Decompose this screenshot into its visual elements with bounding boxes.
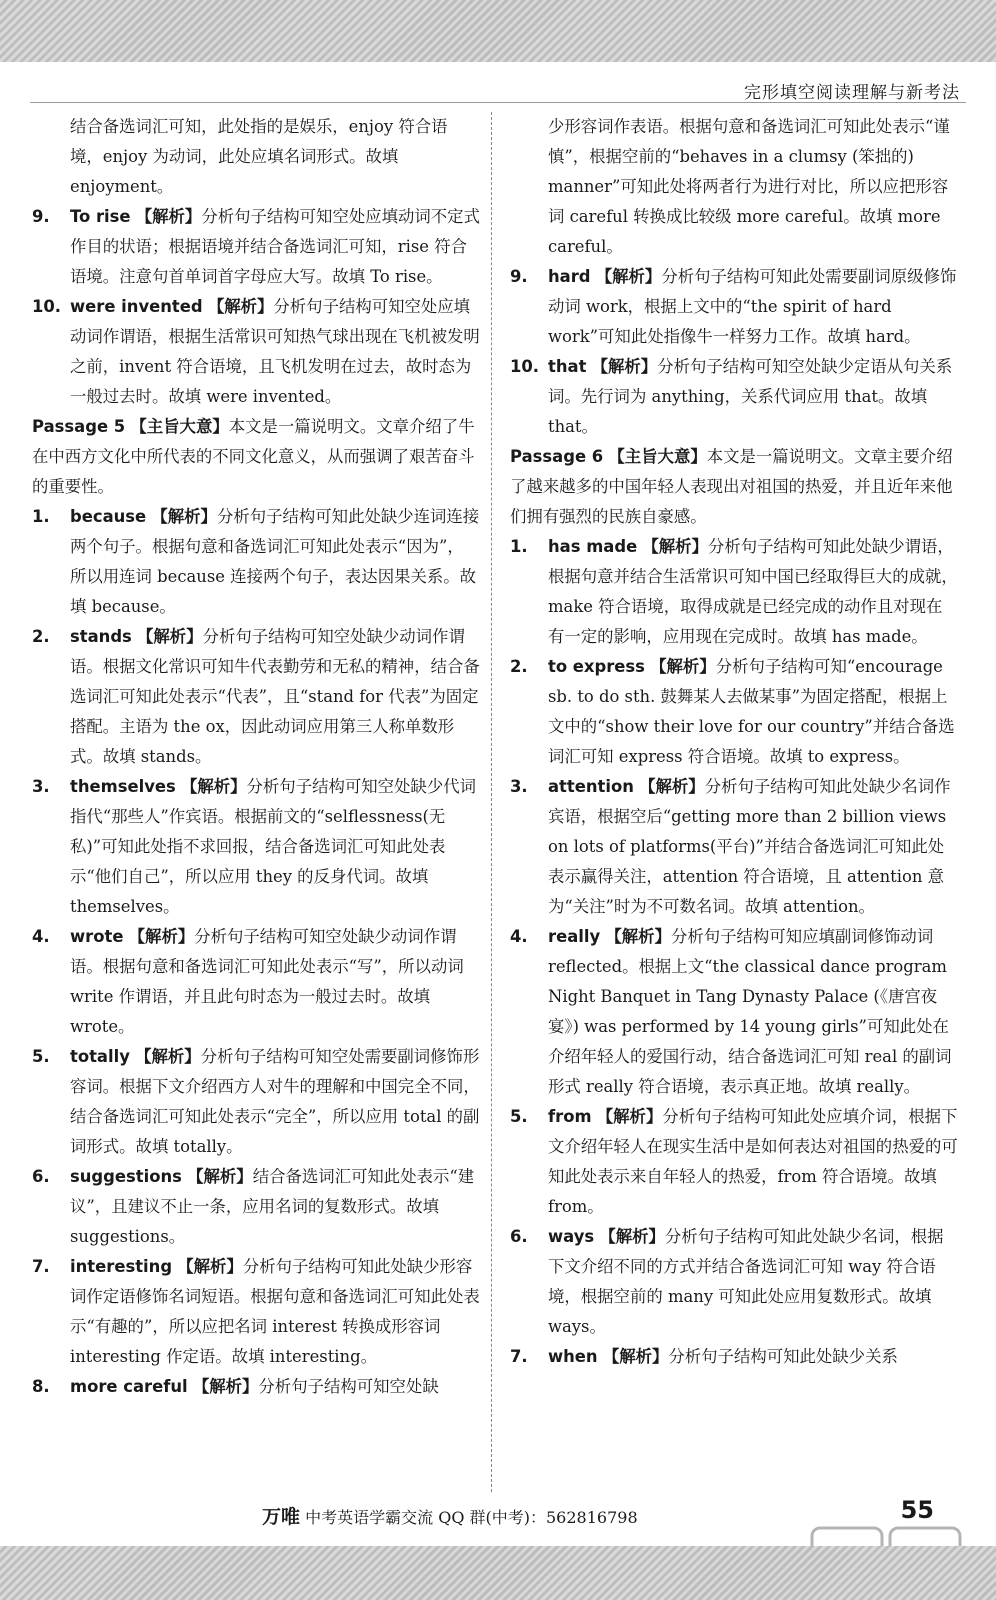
answer-item <box>32 1372 480 1402</box>
item-number: 4. <box>510 927 528 946</box>
answer-text: from <box>548 1107 592 1126</box>
analysis-text: 分析句子结构可知空处缺少代词指代“那些人”作宾语。根据前文的“selflessness(无私)”可知此处指不求回报，结合备选词汇可知此处表示“他们自己”，所以应用 they 的反身代词。故填 themselves。 <box>70 777 476 916</box>
answer-item <box>32 1162 480 1252</box>
answer-item <box>510 922 958 1102</box>
footer <box>262 1502 638 1529</box>
passage-title: Passage 5 <box>32 417 126 436</box>
analysis-text: 分析句子结构可知此处缺少关系 <box>668 1347 898 1366</box>
answer-item <box>510 1102 958 1222</box>
answer-text: that <box>548 357 587 376</box>
item-number: 8. <box>32 1377 50 1396</box>
analysis-tag: 【解析】 <box>595 267 662 286</box>
answer-text: To rise <box>70 207 131 226</box>
answer-item <box>32 202 480 292</box>
answer-text: because <box>70 507 147 526</box>
summary-tag: 【主旨大意】 <box>608 447 707 466</box>
item-number: 2. <box>32 627 50 646</box>
analysis-text: 分析句子结构可知应填副词修饰动词 reflected。根据上文“the classical dance program Night Banquet in Tang Dynasty Palace (《唐宫夜宴》) was performed by 14 young girls”可知此处在介绍年轻人的爱国行动，结合备选词汇可知 real 的副词形式 really 符合语境，表示真正地。故填 really。 <box>548 927 952 1096</box>
footer-brand: 万唯 <box>262 1506 301 1528</box>
item-number: 7. <box>510 1347 528 1366</box>
footer-text: 中考英语学霸交流 QQ 群(中考)：562816798 <box>305 1508 638 1527</box>
answer-text: totally <box>70 1047 130 1066</box>
answer-text: were invented <box>70 297 203 316</box>
answer-text: wrote <box>70 927 124 946</box>
answer-item <box>32 1042 480 1162</box>
analysis-tag: 【解析】 <box>128 927 195 946</box>
header-rule <box>30 102 966 103</box>
page-number: 55 <box>900 1496 934 1524</box>
answer-item <box>510 352 958 442</box>
top-decorative-band <box>0 0 996 62</box>
analysis-tag: 【解析】 <box>180 777 247 796</box>
analysis-tag: 【解析】 <box>642 537 708 556</box>
analysis-text: 分析句子结构可知此处缺少谓语，根据句意并结合生活常识可知中国已经取得巨大的成就，make 符合语境，取得成就是已经完成的动作且对现在有一定的影响，应用现在完成时。故填 has made。 <box>548 537 958 646</box>
analysis-tag: 【解析】 <box>192 1377 259 1396</box>
passage-title: Passage 6 <box>510 447 604 466</box>
analysis-tag: 【解析】 <box>605 927 671 946</box>
answer-text: themselves <box>70 777 176 796</box>
item-number: 1. <box>510 537 528 556</box>
column-divider <box>491 112 492 1492</box>
analysis-tag: 【解析】 <box>639 777 705 796</box>
analysis-text: 分析句子结构可知空处缺少动词作谓语。根据句意和备选词汇可知此处表示“写”，所以动词 write 作谓语，并且此句时态为一般过去时。故填 wrote。 <box>70 927 464 1036</box>
answer-item <box>32 292 480 412</box>
answer-item <box>510 532 958 652</box>
answer-item <box>32 622 480 772</box>
answer-text: to express <box>548 657 645 676</box>
analysis-text: 分析句子结构可知此处缺少形容词作定语修饰名词短语。根据句意和备选词汇可知此处表示“有趣的”，所以应把名词 interest 转换成形容词 interesting 作定语。故填 interesting。 <box>70 1257 480 1366</box>
answer-text: more careful <box>70 1377 188 1396</box>
analysis-tag: 【解析】 <box>187 1167 253 1186</box>
analysis-text: 结合备选词汇可知此处表示“建议”，且建议不止一条，应用名词的复数形式。故填 suggestions。 <box>70 1167 475 1246</box>
item-number: 9. <box>32 207 50 226</box>
answer-item <box>510 772 958 922</box>
answer-text: hard <box>548 267 591 286</box>
analysis-text: 分析句子结构可知此处应填介词，根据下文介绍年轻人在现实生活中是如何表达对祖国的热爱的可知此处表示来自年轻人的热爱，from 符合语境。故填 from。 <box>548 1107 958 1216</box>
analysis-tag: 【解析】 <box>650 657 716 676</box>
item-number: 5. <box>32 1047 50 1066</box>
item-number: 10. <box>510 357 540 376</box>
summary-text: 本文是一篇说明文。文章介绍了牛在中西方文化中所代表的不同文化意义，从而强调了艰苦奋斗的重要性。 <box>32 417 475 496</box>
answer-text: interesting <box>70 1257 173 1276</box>
answer-text: ways <box>548 1227 595 1246</box>
analysis-tag: 【解析】 <box>599 1227 665 1246</box>
analysis-text: 分析句子结构可知空处应填动词不定式作目的状语；根据语境并结合备选词汇可知，rise 符合语境。注意句首单词首字母应大写。故填 To rise。 <box>70 207 480 286</box>
answer-item <box>32 772 480 922</box>
analysis-text: 分析句子结构可知此处缺少名词，根据下文介绍不同的方式并结合备选词汇可知 way 符合语境，根据空前的 many 可知此处应用复数形式。故填 ways。 <box>548 1227 944 1336</box>
item-number: 6. <box>32 1167 50 1186</box>
passage-summary <box>510 442 958 532</box>
answer-item <box>32 502 480 622</box>
answer-item <box>32 1252 480 1372</box>
item-number: 10. <box>32 297 62 316</box>
answer-text: has made <box>548 537 638 556</box>
item-number: 7. <box>32 1257 50 1276</box>
summary-tag: 【主旨大意】 <box>130 417 229 436</box>
bottom-decorative-band <box>0 1546 996 1600</box>
analysis-text: 分析句子结构可知此处缺少名词作宾语，根据空后“getting more than 2 billion views on lots of platforms(平台)”并结合备选词汇可知此处表示赢得关注，attention 符合语境，且 attention 意为“关注”时为不可数名词。故填 attention。 <box>548 777 951 916</box>
answer-text: stands <box>70 627 132 646</box>
answer-text: when <box>548 1347 598 1366</box>
analysis-tag: 【解析】 <box>137 627 203 646</box>
analysis-text: 分析句子结构可知空处应填动词作谓语，根据生活常识可知热气球出现在飞机被发明之前，invent 符合语境，且飞机发明在过去，故时态为一般过去时。故填 were invented。 <box>70 297 480 406</box>
analysis-text: 分析句子结构可知空处需要副词修饰形容词。根据下文介绍西方人对牛的理解和中国完全不同，结合备选词汇可知此处表示“完全”，所以应用 total 的副词形式。故填 totally。 <box>70 1047 480 1156</box>
answer-item <box>32 922 480 1042</box>
analysis-tag: 【解析】 <box>602 1347 669 1366</box>
page-header-title: 完形填空阅读理解与新考法 <box>744 83 960 103</box>
answer-item <box>510 652 958 772</box>
item-number: 4. <box>32 927 50 946</box>
item-number: 6. <box>510 1227 528 1246</box>
answer-text: attention <box>548 777 634 796</box>
right-column <box>510 112 958 1372</box>
analysis-tag: 【解析】 <box>177 1257 243 1276</box>
analysis-text: 分析句子结构可知此处缺少连词连接两个句子。根据句意和备选词汇可知此处表示“因为”，所以用连词 because 连接两个句子，表达因果关系。故填 because。 <box>70 507 480 616</box>
summary-text: 本文是一篇说明文。文章主要介绍了越来越多的中国年轻人表现出对祖国的热爱，并且近年来他们拥有强烈的民族自豪感。 <box>510 447 953 526</box>
analysis-text: 分析句子结构可知空处缺 <box>258 1377 439 1396</box>
continued-text: 结合备选词汇可知，此处指的是娱乐，enjoy 符合语境，enjoy 为动词，此处应填名词形式。故填 enjoyment。 <box>70 117 448 196</box>
analysis-text: 分析句子结构可知空处缺少定语从句关系词。先行词为 anything，关系代词应用 that。故填 that。 <box>548 357 953 436</box>
answer-item <box>510 262 958 352</box>
analysis-tag: 【解析】 <box>207 297 274 316</box>
item-number: 2. <box>510 657 528 676</box>
answer-item <box>510 1222 958 1342</box>
item-number: 3. <box>510 777 528 796</box>
answer-text: really <box>548 927 601 946</box>
continued-text: 少形容词作表语。根据句意和备选词汇可知此处表示“谨慎”，根据空前的“behaves in a clumsy (笨拙的) manner”可知此处将两者行为进行对比，所以应把形容词 careful 转换成比较级 more careful。故填 more careful。 <box>548 117 950 256</box>
item-number: 3. <box>32 777 50 796</box>
item-number: 1. <box>32 507 50 526</box>
analysis-tag: 【解析】 <box>135 1047 201 1066</box>
analysis-tag: 【解析】 <box>151 507 217 526</box>
analysis-text: 分析句子结构可知“encourage sb. to do sth. 鼓舞某人去做某事”为固定搭配，根据上文中的“show their love for our country”并结合备选词汇可知 express 符合语境。故填 to express。 <box>548 657 955 766</box>
answer-text: suggestions <box>70 1167 182 1186</box>
analysis-tag: 【解析】 <box>135 207 202 226</box>
analysis-text: 分析句子结构可知此处需要副词原级修饰动词 work，根据上文中的“the spirit of hard work”可知此处指像牛一样努力工作。故填 hard。 <box>548 267 957 346</box>
item-number: 9. <box>510 267 528 286</box>
left-column <box>32 112 480 1402</box>
passage-summary <box>32 412 480 502</box>
item-number: 5. <box>510 1107 528 1126</box>
analysis-tag: 【解析】 <box>596 1107 663 1126</box>
analysis-tag: 【解析】 <box>591 357 658 376</box>
answer-item <box>510 1342 958 1372</box>
analysis-text: 分析句子结构可知空处缺少动词作谓语。根据文化常识可知牛代表勤劳和无私的精神，结合备选词汇可知此处表示“代表”，且“stand for 代表”为固定搭配。主语为 the ox，因此动词应用第三人称单数形式。故填 stands。 <box>70 627 480 766</box>
